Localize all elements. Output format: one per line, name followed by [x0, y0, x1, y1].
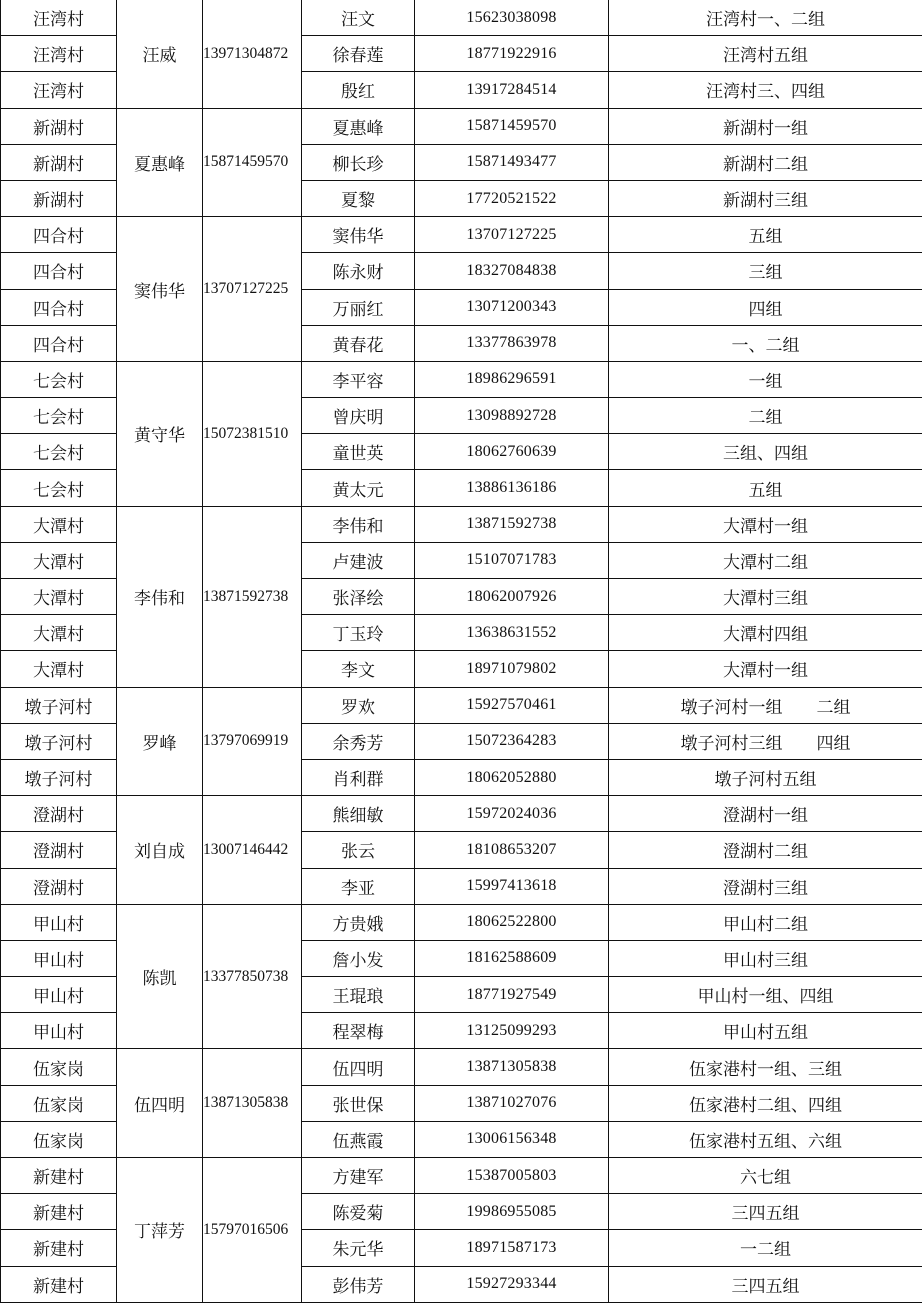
area-cell: 墩子河村三组 四组 — [609, 723, 922, 759]
leader-name-cell: 陈凯 — [117, 904, 203, 1049]
area-cell: 二组 — [609, 398, 922, 434]
village-cell: 新建村 — [1, 1158, 117, 1194]
member-name-cell: 罗欢 — [302, 687, 415, 723]
member-phone-cell: 15927570461 — [415, 687, 609, 723]
area-cell: 墩子河村一组 二组 — [609, 687, 922, 723]
leader-name-cell: 伍四明 — [117, 1049, 203, 1158]
member-phone-cell: 18062522800 — [415, 904, 609, 940]
member-name-cell: 李平容 — [302, 361, 415, 397]
leader-phone-cell: 15797016506 — [203, 1158, 302, 1303]
member-phone-cell: 18162588609 — [415, 940, 609, 976]
village-cell: 甲山村 — [1, 977, 117, 1013]
member-phone-cell: 18062760639 — [415, 434, 609, 470]
village-cell: 新湖村 — [1, 108, 117, 144]
table-row — [1, 687, 922, 723]
member-phone-cell: 18771927549 — [415, 977, 609, 1013]
village-cell: 汪湾村 — [1, 72, 117, 108]
member-name-cell: 黄太元 — [302, 470, 415, 506]
member-name-cell: 伍燕霞 — [302, 1121, 415, 1157]
member-phone-cell: 13871027076 — [415, 1085, 609, 1121]
area-cell: 一、二组 — [609, 325, 922, 361]
member-phone-cell: 13638631552 — [415, 615, 609, 651]
member-name-cell: 朱元华 — [302, 1230, 415, 1266]
table-row — [1, 0, 922, 36]
member-name-cell: 汪文 — [302, 0, 415, 36]
table-row — [1, 361, 922, 397]
leader-name-cell: 夏惠峰 — [117, 108, 203, 217]
member-name-cell: 张世保 — [302, 1085, 415, 1121]
member-phone-cell: 13886136186 — [415, 470, 609, 506]
table-row — [1, 1158, 922, 1194]
table-row — [1, 108, 922, 144]
member-phone-cell: 18971587173 — [415, 1230, 609, 1266]
village-cell: 墩子河村 — [1, 723, 117, 759]
leader-phone-cell: 15871459570 — [203, 108, 302, 217]
leader-phone-cell: 13971304872 — [203, 0, 302, 108]
area-cell: 六七组 — [609, 1158, 922, 1194]
area-cell: 汪湾村五组 — [609, 36, 922, 72]
village-cell: 四合村 — [1, 253, 117, 289]
area-cell: 三组、四组 — [609, 434, 922, 470]
member-phone-cell: 18986296591 — [415, 361, 609, 397]
village-cell: 大潭村 — [1, 506, 117, 542]
member-phone-cell: 15107071783 — [415, 542, 609, 578]
area-cell: 大潭村三组 — [609, 579, 922, 615]
leader-name-cell: 窦伟华 — [117, 217, 203, 362]
member-name-cell: 李亚 — [302, 868, 415, 904]
member-name-cell: 彭伟芳 — [302, 1266, 415, 1302]
member-name-cell: 殷红 — [302, 72, 415, 108]
member-phone-cell: 13917284514 — [415, 72, 609, 108]
area-cell: 伍家港村二组、四组 — [609, 1085, 922, 1121]
area-cell: 三四五组 — [609, 1194, 922, 1230]
village-cell: 澄湖村 — [1, 796, 117, 832]
village-cell: 澄湖村 — [1, 868, 117, 904]
member-name-cell: 张泽绘 — [302, 579, 415, 615]
area-cell: 甲山村一组、四组 — [609, 977, 922, 1013]
village-cell: 新建村 — [1, 1194, 117, 1230]
area-cell: 大潭村四组 — [609, 615, 922, 651]
member-phone-cell: 18062052880 — [415, 759, 609, 795]
village-cell: 四合村 — [1, 325, 117, 361]
area-cell: 墩子河村五组 — [609, 759, 922, 795]
village-cell: 新建村 — [1, 1230, 117, 1266]
member-phone-cell: 17720521522 — [415, 180, 609, 216]
member-phone-cell: 18771922916 — [415, 36, 609, 72]
village-cell: 七会村 — [1, 398, 117, 434]
area-cell: 新湖村二组 — [609, 144, 922, 180]
area-cell: 大潭村一组 — [609, 506, 922, 542]
member-phone-cell: 13071200343 — [415, 289, 609, 325]
member-phone-cell: 15623038098 — [415, 0, 609, 36]
leader-phone-cell: 13871305838 — [203, 1049, 302, 1158]
leader-name-cell: 罗峰 — [117, 687, 203, 796]
area-cell: 澄湖村二组 — [609, 832, 922, 868]
village-cell: 新建村 — [1, 1266, 117, 1302]
area-cell: 新湖村一组 — [609, 108, 922, 144]
village-cell: 汪湾村 — [1, 0, 117, 36]
area-cell: 一二组 — [609, 1230, 922, 1266]
member-name-cell: 夏惠峰 — [302, 108, 415, 144]
member-name-cell: 黄春花 — [302, 325, 415, 361]
area-cell: 甲山村三组 — [609, 940, 922, 976]
area-cell: 三四五组 — [609, 1266, 922, 1302]
leader-name-cell: 汪威 — [117, 0, 203, 108]
village-cell: 伍家岗 — [1, 1121, 117, 1157]
member-name-cell: 熊细敏 — [302, 796, 415, 832]
member-name-cell: 窦伟华 — [302, 217, 415, 253]
member-name-cell: 方建军 — [302, 1158, 415, 1194]
member-phone-cell: 15871459570 — [415, 108, 609, 144]
member-phone-cell: 18062007926 — [415, 579, 609, 615]
village-cell: 汪湾村 — [1, 36, 117, 72]
member-name-cell: 张云 — [302, 832, 415, 868]
area-cell: 伍家港村一组、三组 — [609, 1049, 922, 1085]
member-phone-cell: 13098892728 — [415, 398, 609, 434]
area-cell: 新湖村三组 — [609, 180, 922, 216]
member-name-cell: 徐春莲 — [302, 36, 415, 72]
leader-phone-cell: 13007146442 — [203, 796, 302, 905]
village-cell: 澄湖村 — [1, 832, 117, 868]
area-cell: 四组 — [609, 289, 922, 325]
member-name-cell: 方贵娥 — [302, 904, 415, 940]
village-cell: 四合村 — [1, 217, 117, 253]
table-row — [1, 1049, 922, 1085]
member-phone-cell: 13707127225 — [415, 217, 609, 253]
area-cell: 大潭村一组 — [609, 651, 922, 687]
member-phone-cell: 15871493477 — [415, 144, 609, 180]
village-cell: 墩子河村 — [1, 759, 117, 795]
area-cell: 甲山村五组 — [609, 1013, 922, 1049]
village-cell: 甲山村 — [1, 1013, 117, 1049]
member-phone-cell: 13871305838 — [415, 1049, 609, 1085]
member-name-cell: 陈永财 — [302, 253, 415, 289]
contact-table-body — [1, 0, 922, 1302]
village-cell: 大潭村 — [1, 542, 117, 578]
member-name-cell: 程翠梅 — [302, 1013, 415, 1049]
area-cell: 汪湾村三、四组 — [609, 72, 922, 108]
member-name-cell: 王琨琅 — [302, 977, 415, 1013]
village-cell: 甲山村 — [1, 940, 117, 976]
area-cell: 五组 — [609, 470, 922, 506]
member-phone-cell: 15927293344 — [415, 1266, 609, 1302]
leader-name-cell: 李伟和 — [117, 506, 203, 687]
member-phone-cell: 15972024036 — [415, 796, 609, 832]
member-name-cell: 李文 — [302, 651, 415, 687]
member-name-cell: 伍四明 — [302, 1049, 415, 1085]
area-cell: 澄湖村三组 — [609, 868, 922, 904]
member-phone-cell: 13006156348 — [415, 1121, 609, 1157]
member-name-cell: 余秀芳 — [302, 723, 415, 759]
village-cell: 大潭村 — [1, 615, 117, 651]
area-cell: 五组 — [609, 217, 922, 253]
leader-phone-cell: 13797069919 — [203, 687, 302, 796]
leader-phone-cell: 13377850738 — [203, 904, 302, 1049]
member-phone-cell: 15387005803 — [415, 1158, 609, 1194]
village-cell: 新湖村 — [1, 144, 117, 180]
village-cell: 墩子河村 — [1, 687, 117, 723]
table-row — [1, 217, 922, 253]
village-cell: 七会村 — [1, 434, 117, 470]
village-cell: 大潭村 — [1, 651, 117, 687]
village-cell: 七会村 — [1, 470, 117, 506]
leader-name-cell: 丁萍芳 — [117, 1158, 203, 1303]
leader-phone-cell: 15072381510 — [203, 361, 302, 506]
member-phone-cell: 15997413618 — [415, 868, 609, 904]
area-cell: 伍家港村五组、六组 — [609, 1121, 922, 1157]
member-name-cell: 陈爱菊 — [302, 1194, 415, 1230]
member-phone-cell: 18108653207 — [415, 832, 609, 868]
area-cell: 大潭村二组 — [609, 542, 922, 578]
member-name-cell: 曾庆明 — [302, 398, 415, 434]
member-phone-cell: 13377863978 — [415, 325, 609, 361]
leader-phone-cell: 13871592738 — [203, 506, 302, 687]
area-cell: 甲山村二组 — [609, 904, 922, 940]
table-row — [1, 904, 922, 940]
member-name-cell: 夏黎 — [302, 180, 415, 216]
area-cell: 三组 — [609, 253, 922, 289]
table-row — [1, 796, 922, 832]
member-name-cell: 卢建波 — [302, 542, 415, 578]
village-cell: 伍家岗 — [1, 1049, 117, 1085]
village-cell: 七会村 — [1, 361, 117, 397]
member-name-cell: 詹小发 — [302, 940, 415, 976]
leader-phone-cell: 13707127225 — [203, 217, 302, 362]
member-phone-cell: 13871592738 — [415, 506, 609, 542]
member-name-cell: 万丽红 — [302, 289, 415, 325]
village-cell: 大潭村 — [1, 579, 117, 615]
member-phone-cell: 19986955085 — [415, 1194, 609, 1230]
table-row — [1, 506, 922, 542]
leader-name-cell: 刘自成 — [117, 796, 203, 905]
area-cell: 一组 — [609, 361, 922, 397]
village-cell: 伍家岗 — [1, 1085, 117, 1121]
village-cell: 甲山村 — [1, 904, 117, 940]
leader-name-cell: 黄守华 — [117, 361, 203, 506]
member-name-cell: 童世英 — [302, 434, 415, 470]
member-name-cell: 肖利群 — [302, 759, 415, 795]
area-cell: 汪湾村一、二组 — [609, 0, 922, 36]
member-phone-cell: 15072364283 — [415, 723, 609, 759]
member-name-cell: 柳长珍 — [302, 144, 415, 180]
member-phone-cell: 13125099293 — [415, 1013, 609, 1049]
village-cell: 新湖村 — [1, 180, 117, 216]
member-phone-cell: 18327084838 — [415, 253, 609, 289]
member-name-cell: 李伟和 — [302, 506, 415, 542]
area-cell: 澄湖村一组 — [609, 796, 922, 832]
member-name-cell: 丁玉玲 — [302, 615, 415, 651]
village-cell: 四合村 — [1, 289, 117, 325]
member-phone-cell: 18971079802 — [415, 651, 609, 687]
